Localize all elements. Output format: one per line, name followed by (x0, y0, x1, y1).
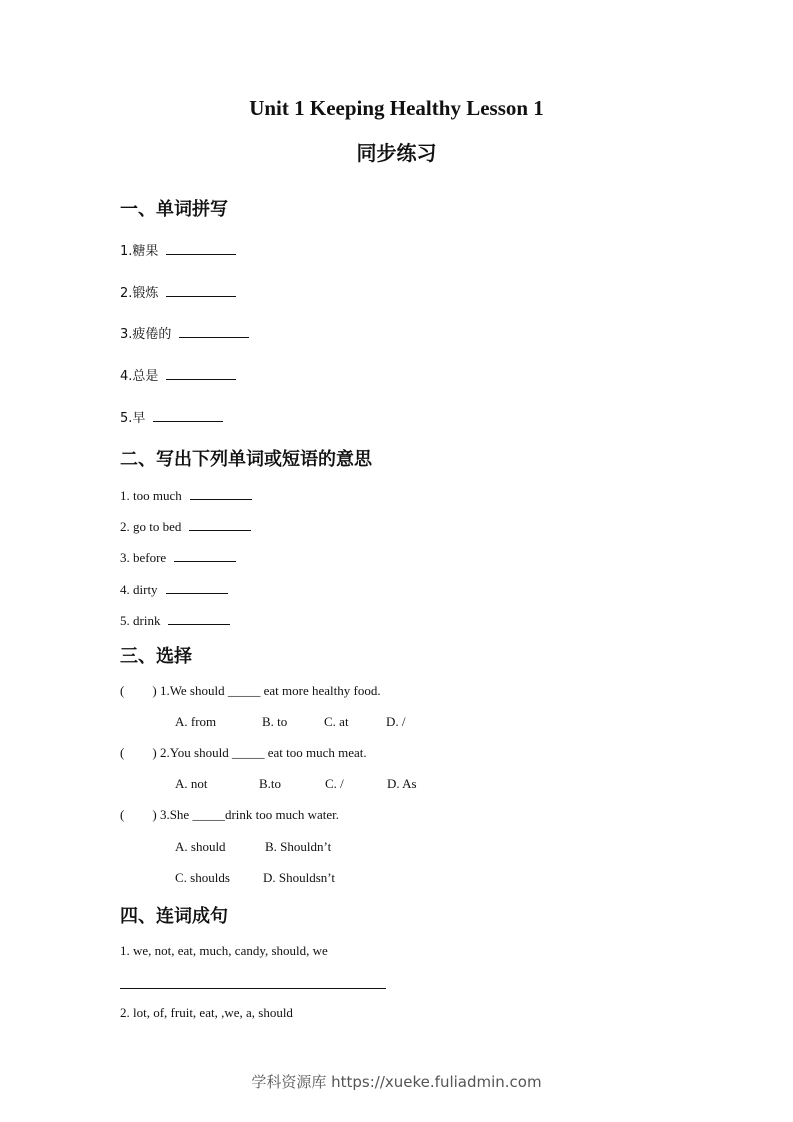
option-b: B.to (259, 776, 282, 791)
section-heading-spelling: 一、单词拼写 (120, 199, 228, 220)
question-text: 3.She _____drink too much water. (159, 807, 340, 822)
page-subtitle: 同步练习 (356, 141, 437, 165)
option-b: B. Shouldn’t (265, 839, 332, 854)
list-item: 4. dirty (120, 579, 228, 598)
answer-bracket-open[interactable]: ( (120, 745, 125, 760)
option-d: D. / (386, 714, 406, 729)
list-item: 2.锻炼 (120, 282, 236, 301)
answer-bracket-open[interactable]: ( (120, 683, 125, 698)
question-1 (120, 683, 381, 699)
answer-blank[interactable] (179, 323, 249, 338)
option-c: C. at (324, 714, 349, 729)
option-d: D. As (387, 776, 417, 791)
answer-blank[interactable] (166, 240, 236, 255)
option-d: D. Shouldsn’t (263, 870, 335, 885)
answer-blank[interactable] (166, 282, 236, 297)
list-item: 2. go to bed (120, 516, 251, 535)
option-c: C. / (325, 776, 344, 791)
answer-bracket-close[interactable]: ) (152, 745, 157, 760)
list-item: 5. drink (120, 610, 230, 629)
section-heading-meanings: 二、写出下列单词或短语的意思 (120, 449, 372, 470)
list-item: 2. lot, of, fruit, eat, ,we, a, should (120, 1005, 293, 1020)
answer-blank[interactable] (189, 516, 251, 531)
list-item: 3.疲倦的 (120, 323, 249, 342)
option-b: B. to (262, 714, 288, 729)
list-item: 1. we, not, eat, much, candy, should, we (120, 943, 328, 958)
answer-bracket-close[interactable]: ) (152, 683, 157, 698)
list-item: 4.总是 (120, 365, 236, 384)
list-item: 5.早 (120, 407, 223, 426)
list-item: 1.糖果 (120, 240, 236, 259)
answer-bracket-open[interactable]: ( (120, 807, 125, 822)
answer-blank[interactable] (166, 365, 236, 380)
page-title: Unit 1 Keeping Healthy Lesson 1 (249, 96, 544, 120)
question-text: 1.We should _____ eat more healthy food. (159, 683, 381, 698)
section-heading-sentences: 四、连词成句 (120, 906, 228, 927)
answer-blank[interactable] (168, 610, 230, 625)
option-a: A. should (175, 839, 226, 854)
footer-watermark: 学科资源库 https://xueke.fuliadmin.com (251, 1073, 542, 1091)
option-c: C. shoulds (175, 870, 230, 885)
question-3 (120, 807, 339, 823)
section-heading-choice: 三、选择 (120, 646, 192, 667)
answer-line[interactable] (120, 988, 386, 989)
option-a: A. not (175, 776, 208, 791)
list-item: 1. too much (120, 485, 252, 504)
question-2 (120, 745, 367, 761)
answer-blank[interactable] (153, 407, 223, 422)
answer-blank[interactable] (174, 547, 236, 562)
answer-blank[interactable] (166, 579, 228, 594)
answer-blank[interactable] (190, 485, 252, 500)
option-a: A. from (175, 714, 217, 729)
list-item: 3. before (120, 547, 236, 566)
answer-bracket-close[interactable]: ) (152, 807, 157, 822)
question-text: 2.You should _____ eat too much meat. (159, 745, 367, 760)
